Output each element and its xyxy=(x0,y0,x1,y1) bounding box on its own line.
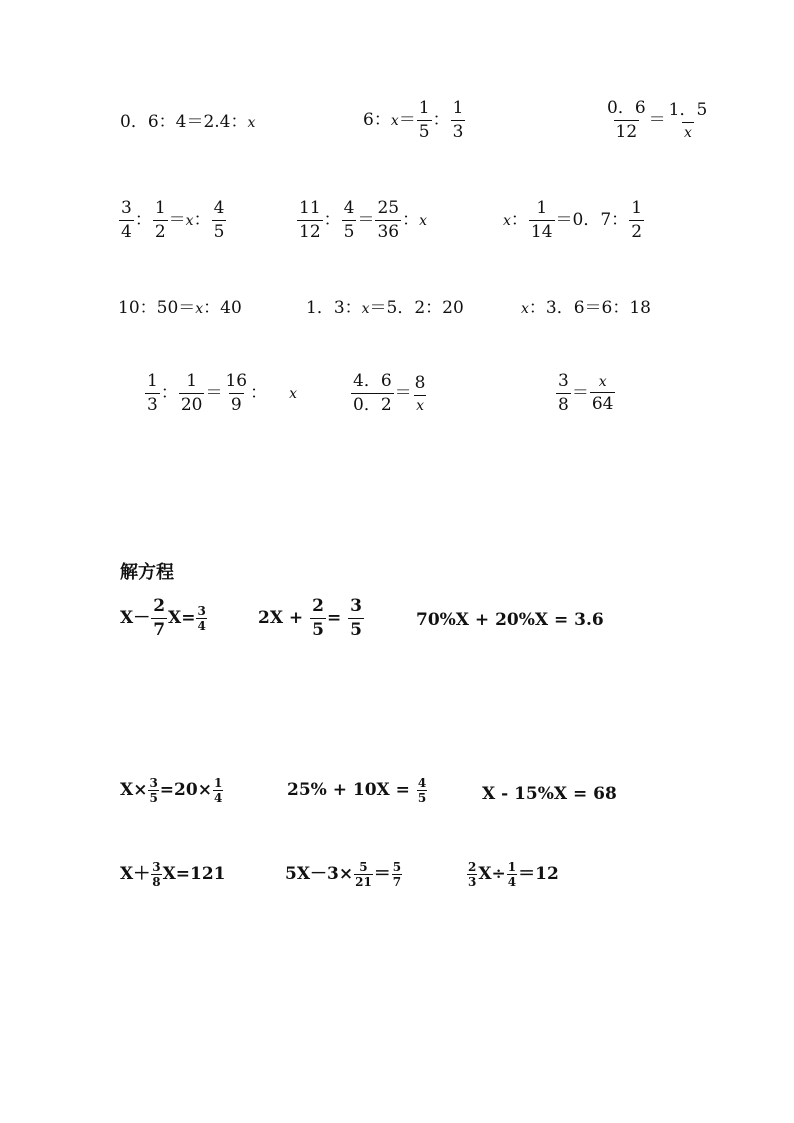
expr-text: ： xyxy=(510,210,528,230)
expr-text: 2X + xyxy=(258,608,310,628)
fraction xyxy=(605,100,648,141)
numerator: 1 xyxy=(418,98,430,118)
equation-4 xyxy=(120,777,224,804)
numerator: 3 xyxy=(350,596,362,616)
variable-x: x xyxy=(521,300,529,317)
denominator: 4 xyxy=(507,875,517,889)
proportion-4 xyxy=(118,200,227,241)
fraction xyxy=(223,373,249,414)
numerator: 1 xyxy=(507,860,517,874)
denominator: x xyxy=(682,122,694,140)
proportion-11 xyxy=(350,373,428,414)
fraction xyxy=(212,200,227,241)
proportion-9 xyxy=(521,300,651,317)
expr-text: ＝ xyxy=(373,864,391,884)
expr-text: = xyxy=(326,608,348,628)
numerator: 1 xyxy=(452,98,464,118)
variable-x: x xyxy=(185,212,194,229)
denominator: 4 xyxy=(213,791,223,805)
expr-text: 25% + 10X = xyxy=(287,780,416,800)
denominator: 3 xyxy=(147,395,158,415)
expr-text: 5X－3× xyxy=(285,864,354,884)
equation-3 xyxy=(416,612,604,629)
equation-5 xyxy=(287,777,428,804)
expr-text: ＝ xyxy=(648,110,666,130)
denominator: x xyxy=(414,395,426,413)
expr-text: 0．6：4＝2.4： xyxy=(120,112,248,132)
denominator: 8 xyxy=(558,395,569,415)
variable-x: x xyxy=(503,212,511,229)
denominator: 5 xyxy=(417,791,427,805)
expr-text: ＝ xyxy=(394,383,412,403)
expr-text: X=121 xyxy=(162,864,226,884)
numerator: 25 xyxy=(377,198,400,218)
fraction xyxy=(179,373,205,414)
denominator: 3 xyxy=(452,122,464,142)
fraction xyxy=(153,200,168,241)
numerator: 5 xyxy=(392,860,402,874)
fraction xyxy=(375,200,401,241)
denominator: 64 xyxy=(591,393,614,414)
fraction xyxy=(348,598,364,639)
numerator: 1 xyxy=(536,198,548,218)
expr-text: ＝12 xyxy=(518,864,559,884)
fraction xyxy=(417,100,432,141)
numerator: 8 xyxy=(414,372,426,393)
numerator: 3 xyxy=(152,860,161,874)
fraction xyxy=(145,373,160,414)
proportion-12 xyxy=(555,373,616,414)
fraction xyxy=(151,861,161,888)
fraction xyxy=(507,861,517,888)
denominator: 2 xyxy=(154,222,166,242)
proportion-10 xyxy=(144,373,297,414)
fraction xyxy=(196,605,206,632)
denominator: 21 xyxy=(355,875,372,889)
denominator: 4 xyxy=(197,619,206,633)
expr-text: ： xyxy=(134,210,152,230)
denominator: 0．2 xyxy=(353,395,392,415)
expr-text: ： xyxy=(250,383,268,403)
fraction xyxy=(629,200,644,241)
variable-x: x xyxy=(419,212,428,229)
equation-6 xyxy=(482,786,617,803)
expr-text: 10：50＝ xyxy=(118,298,196,318)
expr-text: ：3．6＝6：18 xyxy=(528,298,651,318)
variable-x: x xyxy=(390,112,399,129)
expr-text: =20× xyxy=(159,780,212,800)
proportion-2 xyxy=(363,100,466,141)
numerator: 2 xyxy=(153,596,166,616)
expr-text: ＝ xyxy=(168,210,186,230)
numerator: 3 xyxy=(121,198,132,218)
denominator: 2 xyxy=(631,222,643,242)
expr-text: ＝ xyxy=(205,383,223,403)
fraction xyxy=(148,777,158,804)
denominator: 36 xyxy=(377,222,400,242)
denominator: 20 xyxy=(180,395,203,415)
fraction xyxy=(351,373,394,414)
expr-text: ＝ xyxy=(398,110,416,130)
expr-text: ＝ xyxy=(571,383,589,403)
denominator: 3 xyxy=(468,875,477,889)
fraction xyxy=(310,598,326,639)
fraction xyxy=(151,598,167,639)
variable-x: x xyxy=(195,300,204,317)
denominator: 8 xyxy=(152,875,161,889)
numerator: 2 xyxy=(312,596,324,616)
numerator: 1．5 xyxy=(668,99,708,120)
proportion-8 xyxy=(306,300,464,317)
numerator: 3 xyxy=(197,604,206,618)
expr-text: ：40 xyxy=(203,298,242,318)
numerator: 4．6 xyxy=(353,371,392,391)
section-title: 解方程 xyxy=(120,562,174,583)
numerator: 3 xyxy=(149,776,158,790)
fraction xyxy=(467,861,477,888)
expr-text: 70%X + 20%X = 3.6 xyxy=(416,610,604,630)
numerator: 1 xyxy=(213,776,223,790)
denominator: 4 xyxy=(121,222,132,242)
numerator: 0．6 xyxy=(607,98,646,118)
equation-9 xyxy=(466,861,559,888)
variable-x: x xyxy=(289,385,298,402)
numerator: 3 xyxy=(558,371,569,391)
proportion-5 xyxy=(296,200,427,241)
fraction xyxy=(590,375,616,413)
fraction xyxy=(119,200,134,241)
numerator: 1 xyxy=(154,198,166,218)
fraction xyxy=(556,373,571,414)
fraction xyxy=(451,100,466,141)
expr-text: X - 15%X = 68 xyxy=(482,784,617,804)
denominator: 5 xyxy=(149,791,158,805)
expr-text: ＝5．2：20 xyxy=(369,298,464,318)
fraction xyxy=(667,99,710,141)
expr-text: ： xyxy=(432,110,450,130)
numerator: 1 xyxy=(186,371,198,391)
expr-text: 6： xyxy=(363,110,391,130)
proportion-6 xyxy=(503,200,645,241)
denominator: 7 xyxy=(153,620,166,640)
denominator: 5 xyxy=(213,222,225,242)
fraction xyxy=(413,372,428,414)
denominator: 12 xyxy=(615,122,638,142)
numerator: 1 xyxy=(147,371,158,391)
denominator: 5 xyxy=(418,122,430,142)
numerator: 2 xyxy=(468,860,477,874)
fraction xyxy=(342,200,357,241)
expr-text: ： xyxy=(160,383,178,403)
fraction xyxy=(417,777,427,804)
fraction xyxy=(213,777,223,804)
expr-text: X－ xyxy=(120,608,151,628)
fraction xyxy=(529,200,555,241)
expr-text: X= xyxy=(168,608,196,628)
fraction xyxy=(297,200,323,241)
denominator: 5 xyxy=(312,620,324,640)
expr-text: 1．3： xyxy=(306,298,362,318)
numerator: 4 xyxy=(343,198,355,218)
denominator: 14 xyxy=(530,222,553,242)
fraction xyxy=(354,861,373,888)
equation-2 xyxy=(258,598,365,639)
variable-x: x xyxy=(247,114,256,131)
proportion-3 xyxy=(604,100,710,141)
variable-x: x xyxy=(361,300,370,317)
expr-text: ： xyxy=(402,210,420,230)
denominator: 5 xyxy=(350,620,362,640)
expr-text: X÷ xyxy=(478,864,506,884)
expr-text: ： xyxy=(193,210,211,230)
expr-text: ＝ xyxy=(357,210,375,230)
equation-8 xyxy=(285,861,403,888)
equation-1 xyxy=(120,598,208,639)
expr-text: ： xyxy=(323,210,341,230)
numerator: 5 xyxy=(359,860,368,874)
equation-7 xyxy=(120,861,225,888)
numerator: x xyxy=(598,373,607,390)
expr-text: ＝0．7： xyxy=(555,210,629,230)
expr-text: X＋ xyxy=(120,864,151,884)
denominator: 9 xyxy=(230,395,242,415)
numerator: 16 xyxy=(225,371,248,391)
fraction xyxy=(392,861,402,888)
numerator: 4 xyxy=(213,198,225,218)
denominator: 7 xyxy=(392,875,402,889)
denominator: 5 xyxy=(343,222,355,242)
proportion-1 xyxy=(120,114,255,131)
proportion-7 xyxy=(118,300,242,317)
numerator: 11 xyxy=(299,198,321,218)
numerator: 1 xyxy=(631,198,643,218)
denominator: 12 xyxy=(299,222,321,242)
expr-text: X× xyxy=(120,780,148,800)
numerator: 4 xyxy=(417,776,427,790)
